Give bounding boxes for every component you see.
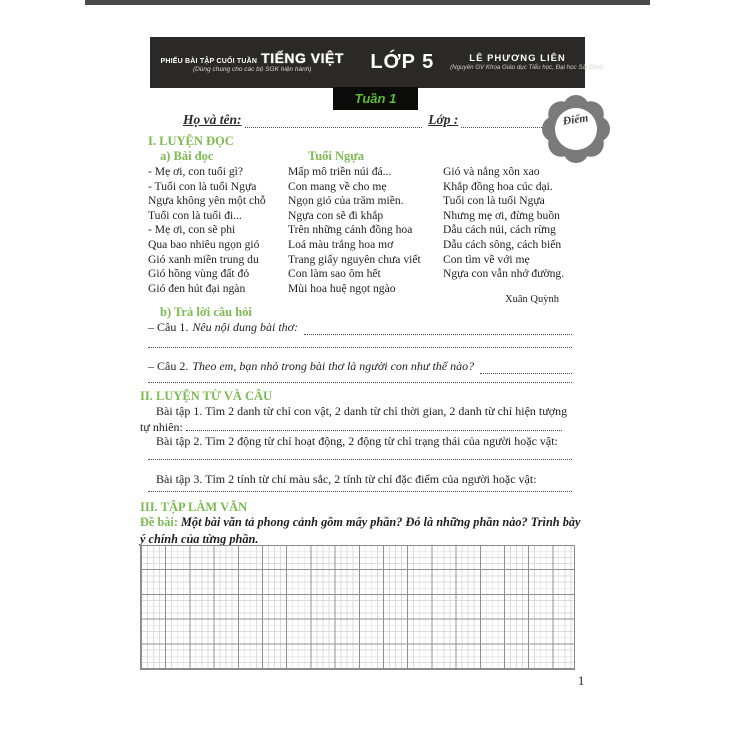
poem-line: - Mẹ ơi, con tuổi gì? — [148, 165, 243, 178]
question1-answer-dots — [304, 322, 572, 335]
poem-line: Ngựa con vẫn nhớ đường. — [443, 267, 565, 281]
poem-line: Qua bao nhiêu ngọn gió — [148, 237, 260, 251]
series-label: PHIẾU BÀI TẬP CUỐI TUẦN — [160, 57, 258, 65]
poem-author: Xuân Quỳnh — [505, 294, 559, 305]
page-number: 1 — [578, 674, 585, 688]
worksheet-header — [150, 37, 603, 88]
exercise2: Bài tập 2. Tìm 2 động từ chỉ hoạt động, 2 động từ chỉ trạng thái của người hoặc vật: — [156, 434, 558, 448]
poem-line: Ngựa không yên một chỗ — [148, 194, 266, 208]
section2-title: II. LUYỆN TỪ VÀ CÂU — [140, 389, 273, 403]
poem-title: Tuổi Ngựa — [308, 149, 365, 163]
author-name: LÊ PHƯƠNG LIÊN — [469, 53, 566, 65]
essay-prompt — [140, 514, 585, 547]
poem-line: Tuổi con là tuổi đi... — [148, 208, 242, 222]
poem-line: Ngựa con sẽ đi khắp — [288, 208, 384, 222]
series-block — [150, 51, 354, 75]
student-info-line — [183, 112, 546, 128]
week-badge: Tuần 1 — [333, 87, 418, 110]
essay-prompt-label: Đề bài: — [140, 515, 178, 529]
author-block — [450, 53, 603, 72]
score-stamp-label: Điểm — [562, 112, 590, 128]
poem-line: Tuổi con là tuổi Ngựa — [443, 194, 545, 208]
photo-edge-bar — [85, 0, 650, 5]
question2-answer-dots — [480, 361, 572, 374]
poem-line: Con mang về cho mẹ — [288, 179, 387, 193]
poem-line: Trên những cánh đồng hoa — [288, 223, 413, 237]
poem-line: Con làm sao ôm hết — [288, 267, 381, 281]
poem-line: - Mẹ ơi, con sẽ phi — [148, 223, 236, 237]
poem-line: Khắp đồng hoa cúc dại. — [443, 179, 553, 193]
writing-grid — [140, 545, 575, 670]
poem-line: Con tìm về với mẹ — [443, 252, 530, 266]
essay-prompt-text: Một bài văn tả phong cảnh gồm mấy phần? Đó là những phần nào? Trình bày ý chính của từng phần. — [140, 515, 581, 546]
series-logo: TIẾNG VIỆT — [261, 49, 344, 66]
poem-line: Gió hồng vùng đất đỏ — [148, 267, 250, 281]
poem-column-3 — [443, 165, 588, 296]
poem-line: - Tuổi con là tuổi Ngựa — [148, 179, 257, 193]
exercise3: Bài tập 3. Tìm 2 tính từ chỉ màu sắc, 2 tính từ chỉ đặc điểm của người hoặc vật: — [156, 472, 537, 486]
poem-line: Trang giấy nguyên chưa viết — [288, 252, 421, 266]
poem-line: Mùi hoa huệ ngọt ngào — [288, 281, 396, 295]
question2-prefix: – Câu 2. — [148, 359, 189, 373]
answer-line — [148, 491, 572, 492]
name-answer-dots — [245, 115, 423, 128]
question1-prefix: – Câu 1. — [148, 320, 189, 334]
section1-sub-a: a) Bài đọc — [160, 149, 214, 163]
answer-line — [148, 459, 572, 460]
poem-line: Nhưng mẹ ơi, đừng buồn — [443, 208, 560, 222]
section3-title: III. TẬP LÀM VĂN — [140, 500, 248, 514]
poem-line: Gió và nắng xôn xao — [443, 165, 540, 178]
section1-sub-b: b) Trả lời câu hỏi — [160, 305, 252, 319]
exercise1-line2 — [140, 420, 585, 435]
question-1 — [148, 320, 572, 335]
poem-line: Gió đen hút đại ngàn — [148, 281, 246, 295]
poem-column-2 — [288, 165, 443, 296]
score-stamp-flower-icon — [542, 95, 610, 163]
series-note: (Dùng chung cho các bộ SGK hiện hành) — [192, 66, 312, 74]
question1-text: Nêu nội dung bài thơ: — [192, 320, 299, 334]
poem-column-1 — [148, 165, 288, 296]
section1-title: I. LUYỆN ĐỌC — [148, 134, 234, 148]
class-answer-dots — [461, 115, 546, 128]
score-stamp — [542, 95, 610, 163]
question2-text: Theo em, bạn nhỏ trong bài thơ là người con như thế nào? — [192, 359, 475, 373]
poem-line: Mấp mô triền núi đá... — [288, 165, 392, 178]
exercise1-line1: Bài tập 1. Tìm 2 danh từ chỉ con vật, 2 danh từ chỉ thời gian, 2 danh từ chỉ hiện tượng — [156, 404, 568, 418]
poem-line: Dẫu cách sông, cách biển — [443, 237, 562, 251]
poem-line: Gió xanh miền trung du — [148, 252, 259, 266]
grade-label: LỚP 5 — [370, 51, 435, 73]
poem-line: Ngọn gió của trăm miền. — [288, 194, 404, 208]
answer-line — [148, 382, 572, 383]
answer-line — [148, 347, 572, 348]
author-note: (Nguyên GV Khoa Giáo dục Tiểu học, Đại học Sài Gòn) — [450, 64, 603, 72]
question-2 — [148, 359, 572, 374]
name-label: Họ và tên: — [183, 112, 242, 127]
exercise1-line2-text: tự nhiên: — [140, 420, 183, 434]
poem — [148, 165, 588, 296]
poem-line: Dẫu cách núi, cách rừng — [443, 223, 556, 237]
exercise1-answer-dots — [186, 421, 562, 431]
class-label: Lớp : — [428, 112, 459, 127]
poem-line: Loá màu trắng hoa mơ — [288, 237, 394, 251]
